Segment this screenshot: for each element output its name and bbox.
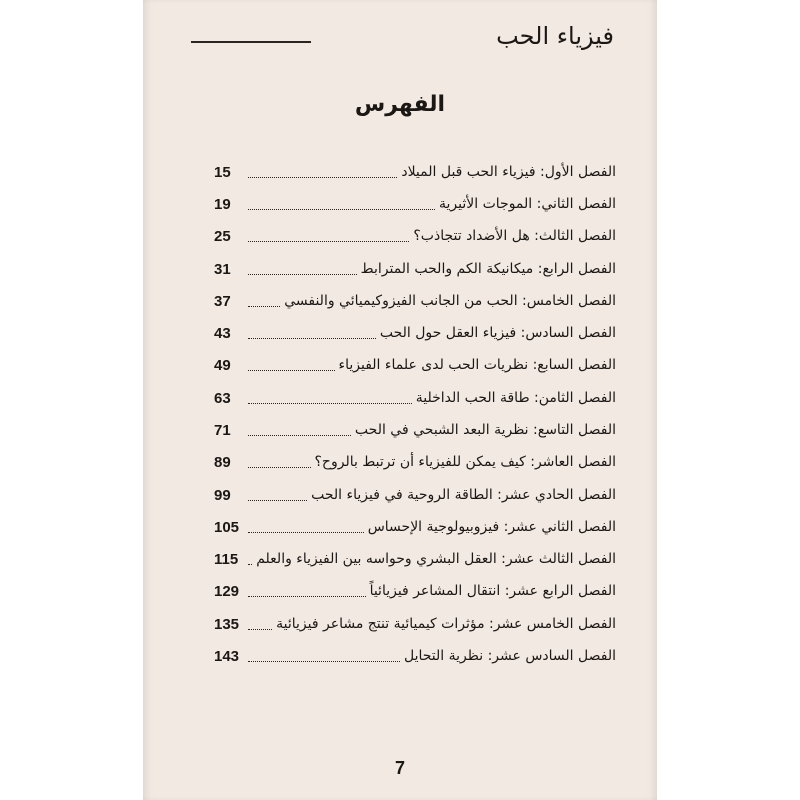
toc-page-number: 105 <box>214 518 240 536</box>
toc-entry-title: الفصل الخامس: الحب من الجانب الفيزوكيميائي والنفسي <box>284 293 616 309</box>
toc-entry <box>214 255 616 283</box>
toc-entry <box>214 642 616 670</box>
toc-entry-title: الفصل الأول: فيزياء الحب قبل الميلاد <box>401 164 616 180</box>
toc-dot-leader <box>248 564 252 565</box>
toc-dot-leader <box>248 403 412 404</box>
toc-entry-title: الفصل الثالث عشر: العقل البشري وحواسه بين الفيزياء والعلم <box>256 551 616 567</box>
toc-entry <box>214 287 616 315</box>
toc-entry-title: الفصل السابع: نظريات الحب لدى علماء الفيزياء <box>338 357 616 373</box>
toc-entry-title: الفصل العاشر: كيف يمكن للفيزياء أن ترتبط بالروح؟ <box>314 454 616 470</box>
toc-entry <box>214 610 616 638</box>
toc-dot-leader <box>248 177 397 178</box>
toc-page-number: 49 <box>214 356 231 374</box>
toc-entry-title: الفصل السادس عشر: نظرية التحايل <box>404 648 616 664</box>
toc-dot-leader <box>248 370 335 371</box>
toc-page-number: 43 <box>214 324 231 342</box>
toc-page-number: 99 <box>214 486 231 504</box>
toc-dot-leader <box>248 467 311 468</box>
toc-entry <box>214 158 616 186</box>
toc-entry-title: الفصل الحادي عشر: الطاقة الروحية في فيزياء الحب <box>311 487 616 503</box>
toc-page-number: 19 <box>214 195 231 213</box>
toc-page-number: 143 <box>214 647 240 665</box>
toc-dot-leader <box>248 500 307 501</box>
toc-page-number: 135 <box>214 615 240 633</box>
toc-page-number: 25 <box>214 227 231 245</box>
toc-dot-leader <box>248 596 366 597</box>
toc-title: الفهرس <box>354 92 446 117</box>
toc-entry-title: الفصل الرابع: ميكانيكة الكم والحب المترابط <box>360 261 616 277</box>
toc-dot-leader <box>248 338 376 339</box>
toc-entry-title: الفصل التاسع: نظرية البعد الشبحي في الحب <box>354 422 616 438</box>
toc-entry-title: الفصل الرابع عشر: انتقال المشاعر فيزيائياً <box>369 583 616 599</box>
toc-page-number: 63 <box>214 389 231 407</box>
page-number: 7 <box>394 758 405 778</box>
toc-page-number: 115 <box>214 550 239 568</box>
toc-entry <box>214 481 616 509</box>
toc-entry <box>214 222 616 250</box>
toc-entry <box>214 448 616 476</box>
toc-dot-leader <box>248 532 364 533</box>
toc-entry-title: الفصل الثاني: الموجات الأثيرية <box>439 196 616 212</box>
toc-entry-title: الفصل الثاني عشر: فيزوبيولوجية الإحساس <box>367 519 616 535</box>
toc-dot-leader <box>248 629 272 630</box>
toc-entry <box>214 319 616 347</box>
toc-entry <box>214 384 616 412</box>
toc-page-number: 31 <box>214 260 231 278</box>
toc-dot-leader <box>248 241 409 242</box>
toc-entry <box>214 513 616 541</box>
toc-entry-title: الفصل الخامس عشر: مؤثرات كيميائية تنتج مشاعر فيزيائية <box>276 616 616 632</box>
toc-entry <box>214 190 616 218</box>
toc-entry <box>214 545 616 573</box>
toc-page-number: 37 <box>214 292 231 310</box>
running-header-title: فيزياء الحب <box>496 22 614 50</box>
toc-dot-leader <box>248 306 280 307</box>
toc-dot-leader <box>248 661 400 662</box>
header-rule <box>191 41 311 43</box>
toc-page-number: 89 <box>214 453 231 471</box>
toc-dot-leader <box>248 274 357 275</box>
toc-entry <box>214 416 616 444</box>
toc-dot-leader <box>248 435 351 436</box>
toc-entry <box>214 577 616 605</box>
toc-page-number: 15 <box>214 163 231 181</box>
toc-entry <box>214 351 616 379</box>
toc-dot-leader <box>248 209 435 210</box>
toc-entry-title: الفصل الثامن: طاقة الحب الداخلية <box>415 390 616 406</box>
toc-entry-title: الفصل السادس: فيزياء العقل حول الحب <box>379 325 616 341</box>
toc-page-number: 71 <box>214 421 231 439</box>
toc-page-number: 129 <box>214 582 240 600</box>
toc-entry-title: الفصل الثالث: هل الأضداد تتجاذب؟ <box>413 228 616 244</box>
